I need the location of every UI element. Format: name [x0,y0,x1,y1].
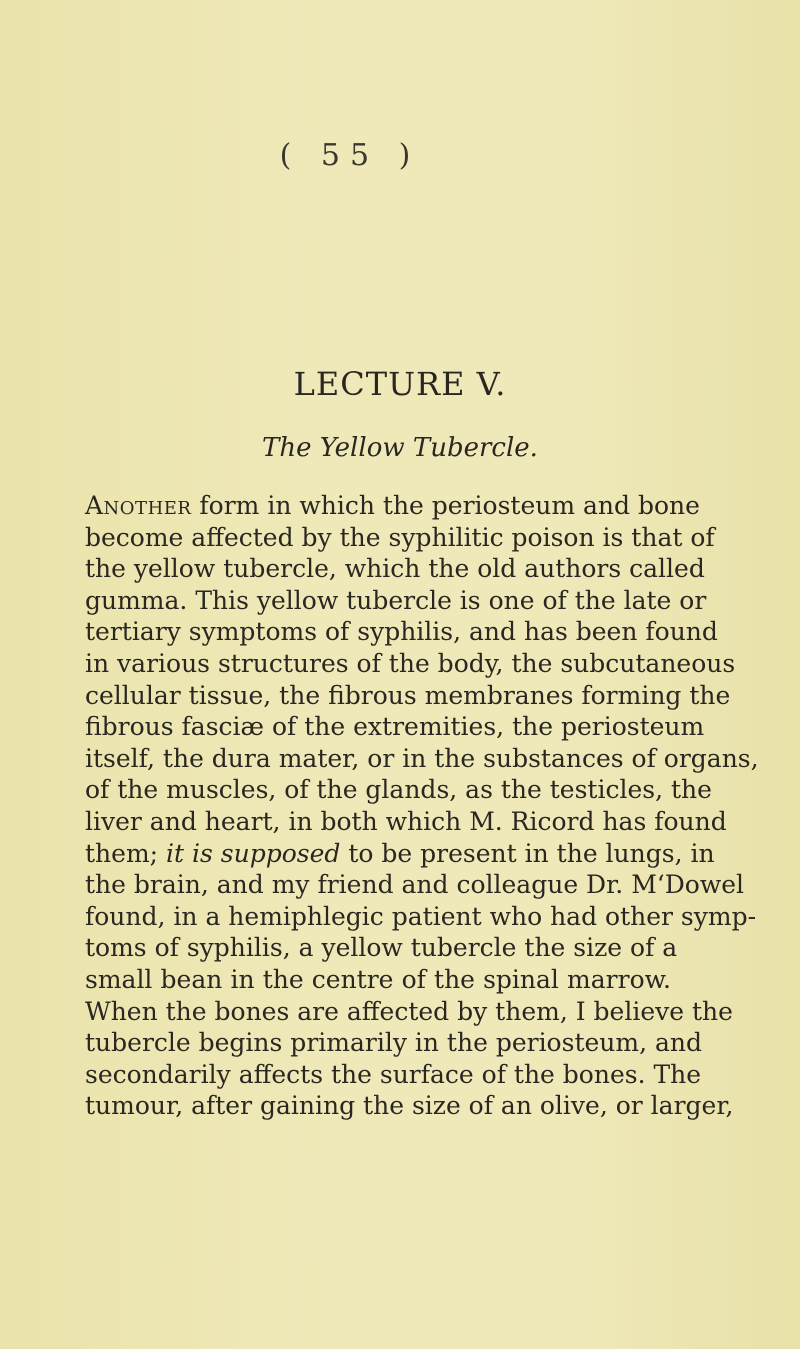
lecture-subtitle: The Yellow Tubercle. [262,433,538,463]
text-line: liver and heart, in both which M. Ricord has found [85,806,727,836]
lead-word: Another [85,491,192,520]
body-paragraph [85,490,759,1122]
text-line: itself, the dura mater, or in the substances of organs, [85,743,759,773]
text-line: become affected by the syphilitic poison is that of [85,522,715,552]
text-line: tubercle begins primarily in the periosteum, and [85,1028,702,1058]
page-number: ( 55 ) [279,138,421,173]
text-line: found, in a hemiphlegic patient who had other symp- [85,901,757,931]
text-line: them; it is supposed to be present in the lungs, in [85,838,715,868]
text-line: small bean in the centre of the spinal marrow. [85,964,671,994]
text-line: tertiary symptoms of syphilis, and has been found [85,617,718,647]
text-line: toms of syphilis, a yellow tubercle the size of a [85,933,678,963]
text-line: Another form in which the periosteum and bone [85,491,700,520]
text-line: in various structures of the body, the subcutaneous [85,648,736,678]
italic-phrase: it is supposed [166,838,341,868]
lecture-title: LECTURE V. [293,365,507,403]
text-line: fibrous fasciæ of the extremities, the periosteum [85,712,705,742]
text-line: secondarily affects the surface of the bones. The [85,1059,702,1089]
text-line: the brain, and my friend and colleague Dr. M‘Dowel [85,870,745,900]
text-line: tumour, after gaining the size of an olive, or larger, [85,1091,734,1121]
text-line: cellular tissue, the fibrous membranes forming the [85,680,731,710]
text-line: When the bones are affected by them, I believe the [85,996,733,1026]
text-line: gumma. This yellow tubercle is one of the late or [85,585,707,615]
text-line: the yellow tubercle, which the old authors called [85,554,705,584]
text-line: of the muscles, of the glands, as the testicles, the [85,775,712,805]
